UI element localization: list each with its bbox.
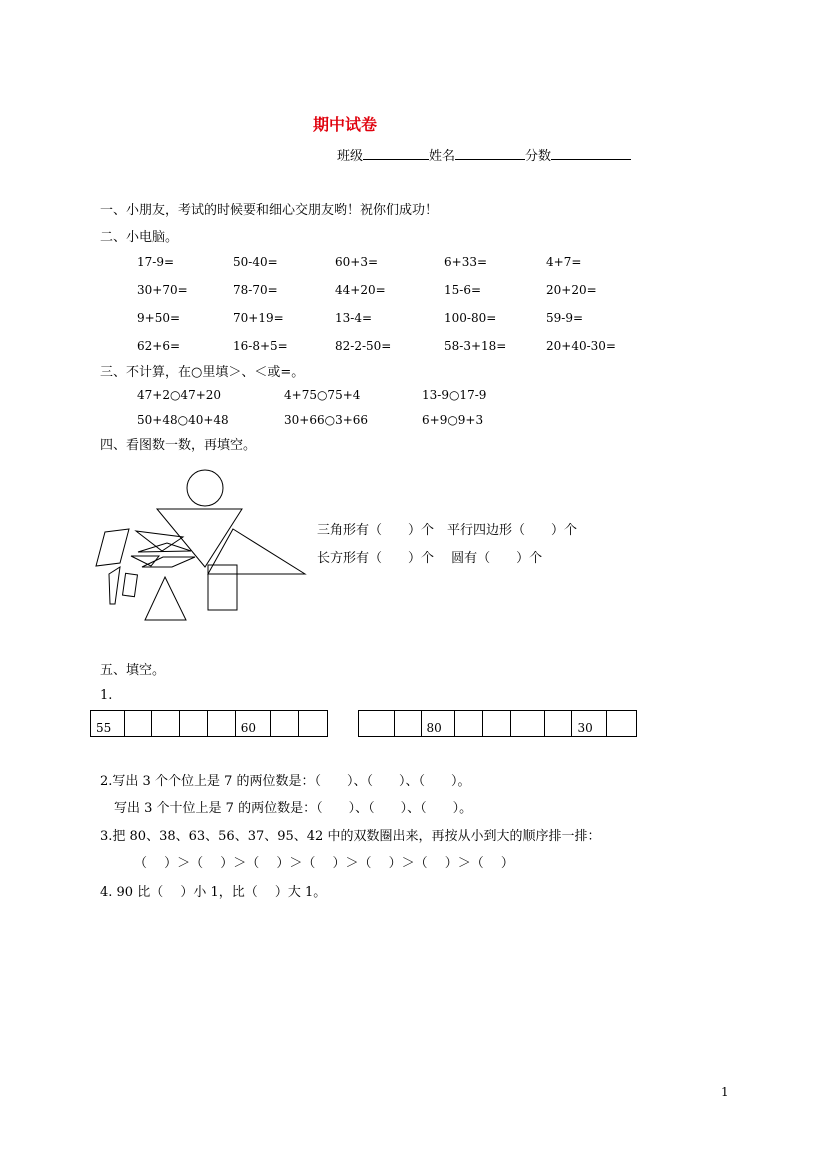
rectangle-shape	[123, 573, 138, 596]
compare-item: 6+9○9+3	[422, 413, 484, 427]
question-4: 4. 90 比（ ）小 1，比（ ）大 1。	[100, 885, 327, 900]
calc-item: 13-4=	[335, 311, 373, 325]
name-label: 姓名	[429, 149, 456, 164]
number-cell[interactable]	[483, 711, 511, 736]
number-cell[interactable]	[511, 711, 545, 736]
number-cell[interactable]: 55	[91, 711, 125, 736]
page-title: 期中试卷	[313, 115, 378, 134]
number-cell[interactable]	[271, 711, 299, 736]
triangle-shape	[136, 531, 183, 551]
question-2a: 2.写出 3 个个位上是 7 的两位数是：（ ）、（ ）、（ ）。	[100, 774, 471, 789]
rectangle-shape	[208, 565, 237, 610]
parallelogram-shape	[109, 567, 120, 604]
triangle-shape	[145, 577, 186, 620]
question-1-label: 1.	[100, 688, 113, 703]
calc-item: 50-40=	[233, 255, 278, 269]
shape-count-line-2: 长方形有（ ）个 圆有（ ）个	[317, 551, 543, 566]
triangle-shape	[157, 509, 242, 567]
number-cell[interactable]	[152, 711, 180, 736]
number-cell[interactable]	[208, 711, 236, 736]
calc-item: 15-6=	[444, 283, 482, 297]
number-cell[interactable]: 60	[236, 711, 272, 736]
calc-item: 20+40-30=	[546, 339, 616, 353]
calc-item: 20+20=	[546, 283, 597, 297]
calc-item: 58-3+18=	[444, 339, 507, 353]
number-cell[interactable]	[125, 711, 153, 736]
number-sequence-b	[358, 710, 637, 737]
score-blank[interactable]	[551, 145, 631, 160]
calc-item: 82-2-50=	[335, 339, 392, 353]
calc-item: 70+19=	[233, 311, 284, 325]
calc-item: 4+7=	[546, 255, 582, 269]
calc-item: 100-80=	[444, 311, 497, 325]
question-3-answer-line: （ ）＞（ ）＞（ ）＞（ ）＞（ ）＞（ ）＞（ ）	[134, 856, 514, 871]
section-4-heading: 四、看图数一数，再填空。	[100, 438, 257, 453]
question-2b: 写出 3 个十位上是 7 的两位数是：（ ）、（ ）、（ ）。	[114, 801, 473, 816]
circle-shape	[187, 470, 223, 506]
calc-item: 9+50=	[137, 311, 181, 325]
calc-item: 44+20=	[335, 283, 386, 297]
number-cell[interactable]	[455, 711, 483, 736]
compare-item: 4+75○75+4	[284, 388, 361, 402]
calc-item: 60+3=	[335, 255, 379, 269]
parallelogram-shape	[96, 529, 129, 566]
shape-count-line-1: 三角形有（ ）个 平行四边形（ ）个	[317, 523, 578, 538]
student-info-line	[337, 145, 631, 164]
number-cell[interactable]	[395, 711, 422, 736]
calc-item: 17-9=	[137, 255, 175, 269]
compare-item: 50+48○40+48	[137, 413, 229, 427]
calc-item: 16-8+5=	[233, 339, 288, 353]
question-3: 3.把 80、38、63、56、37、95、42 中的双数圈出来，再按从小到大的顺序排一排：	[100, 829, 601, 844]
name-blank[interactable]	[455, 145, 525, 160]
page-number: 1	[721, 1085, 729, 1099]
calc-item: 59-9=	[546, 311, 584, 325]
compare-item: 47+2○47+20	[137, 388, 222, 402]
section-3-heading: 三、不计算，在○里填＞、＜或=。	[100, 365, 305, 380]
triangle-shape	[138, 543, 191, 552]
calc-item: 62+6=	[137, 339, 181, 353]
number-cell[interactable]	[180, 711, 208, 736]
number-sequence-a	[90, 710, 328, 737]
compare-item: 30+66○3+66	[284, 413, 369, 427]
calc-item: 6+33=	[444, 255, 488, 269]
calc-item: 78-70=	[233, 283, 278, 297]
number-cell[interactable]: 30	[572, 711, 607, 736]
number-cell[interactable]	[359, 711, 395, 736]
number-cell[interactable]	[299, 711, 327, 736]
triangle-shape	[208, 529, 305, 574]
calc-item: 30+70=	[137, 283, 188, 297]
section-1-heading: 一、小朋友，考试的时候要和细心交朋友哟！祝你们成功！	[100, 203, 439, 218]
section-5-heading: 五、填空。	[100, 663, 166, 678]
compare-item: 13-9○17-9	[422, 388, 487, 402]
shapes-figure	[95, 465, 310, 625]
number-cell[interactable]	[545, 711, 573, 736]
score-label: 分数	[525, 149, 552, 164]
section-2-heading: 二、小电脑。	[100, 230, 179, 245]
class-blank[interactable]	[363, 145, 429, 160]
number-cell[interactable]	[607, 711, 636, 736]
number-cell[interactable]: 80	[422, 711, 456, 736]
class-label: 班级	[337, 149, 364, 164]
